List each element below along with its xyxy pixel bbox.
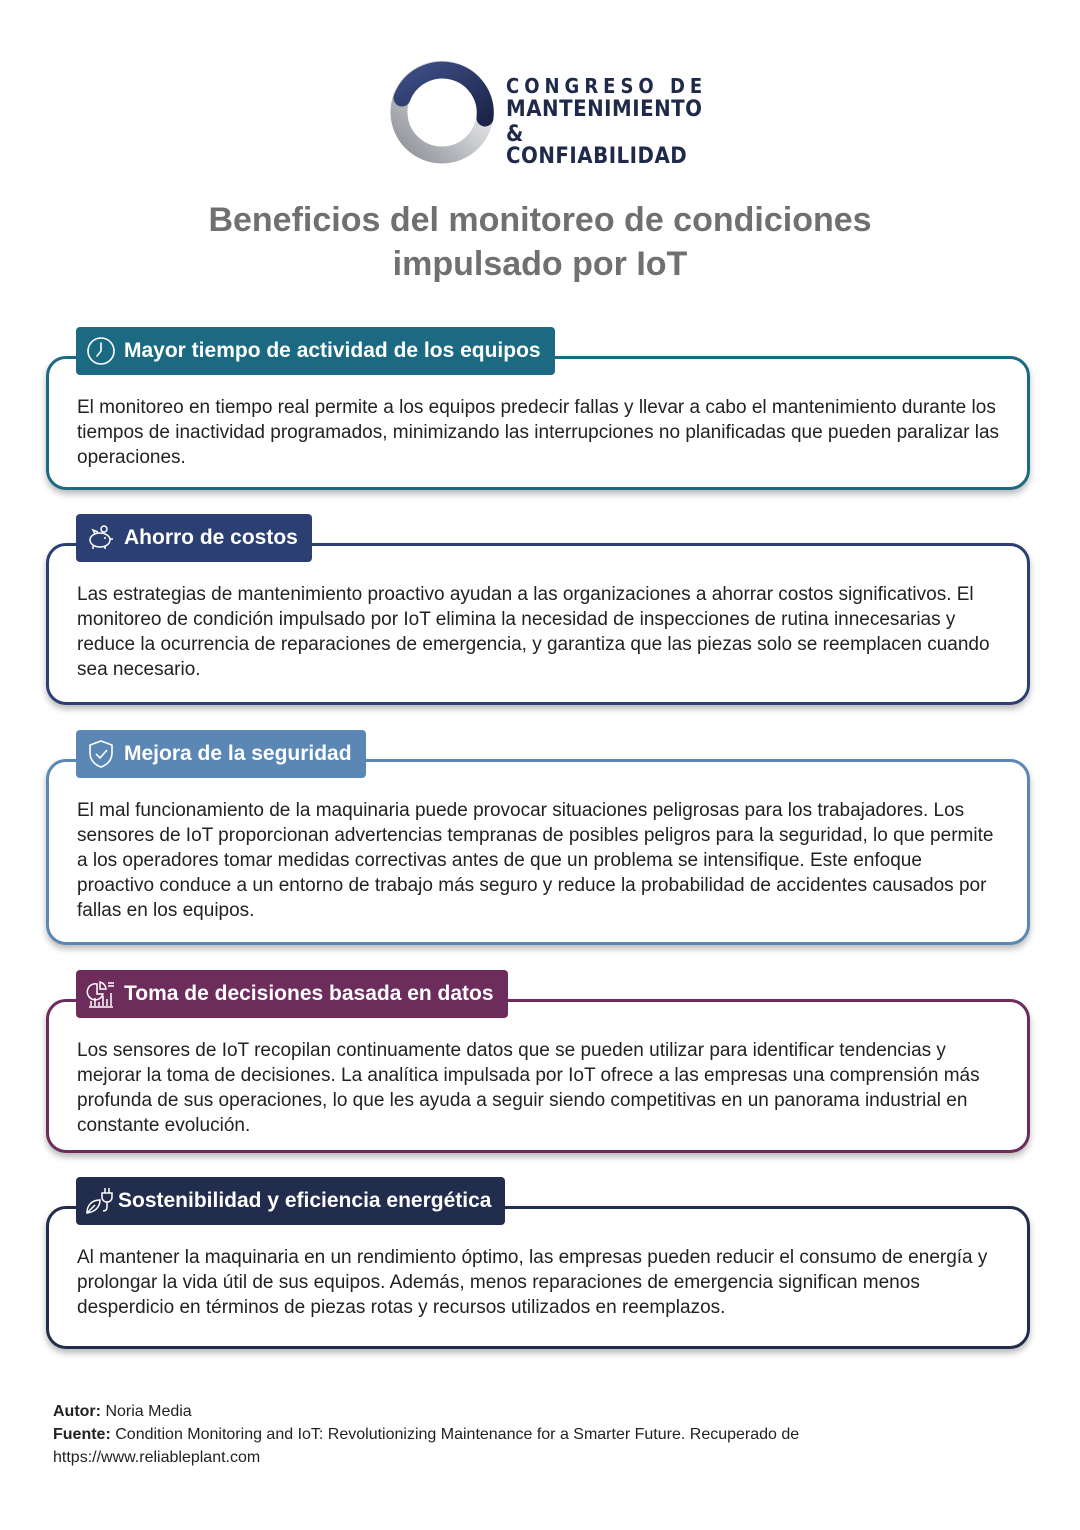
logo-line-1: CONGRESO DE (506, 74, 708, 98)
author-label: Autor: (53, 1403, 101, 1420)
section-card-safety (46, 759, 1030, 945)
section-heading-safety (76, 730, 366, 778)
section-heading-label: Ahorro de costos (124, 526, 298, 549)
logo-text (506, 76, 708, 168)
section-body-uptime: El monitoreo en tiempo real permite a los equipos predecir fallas y llevar a cabo el mantenimiento durante los tiempos de inactividad programados, minimizando las interrupciones no planificadas que pueden paralizar las operaciones. (77, 397, 1000, 468)
piggy-bank-icon (84, 521, 118, 555)
logo-line-2: MANTENIMIENTO (506, 97, 703, 122)
section-heading-label: Sostenibilidad y eficiencia energética (118, 1189, 492, 1212)
section-card-uptime (46, 356, 1030, 490)
shield-check-icon (84, 737, 118, 771)
author-value: Noria Media (105, 1403, 192, 1420)
author-line (53, 1400, 953, 1423)
analytics-chart-icon (84, 977, 118, 1011)
section-heading-savings (76, 514, 312, 562)
section-heading-label: Mayor tiempo de actividad de los equipos (124, 339, 541, 362)
leaf-plug-icon (82, 1184, 116, 1218)
source-line (53, 1423, 953, 1469)
section-body-sustainability: Al mantener la maquinaria en un rendimiento óptimo, las empresas pueden reducir el consumo de energía y prolongar la vida útil de sus equipos. Además, menos reparaciones de emergencia significan menos desperdicio en términos de piezas rotas y recursos utilizados en reemplazos. (77, 1247, 988, 1318)
source-value: Condition Monitoring and IoT: Revolutionizing Maintenance for a Smarter Future. Recuperado de https://www.reliableplant.com (53, 1426, 800, 1466)
section-heading-data-decisions (76, 970, 508, 1018)
section-heading-uptime (76, 327, 555, 375)
logo-line-3: & CONFIABILIDAD (506, 122, 688, 169)
page-title-line-2: impulsado por IoT (392, 245, 688, 283)
clock-icon (84, 334, 118, 368)
ring-logo-icon (388, 58, 496, 166)
congress-logo (388, 58, 708, 169)
section-card-sustainability (46, 1206, 1030, 1349)
page-title (0, 198, 1080, 286)
section-card-data-decisions (46, 999, 1030, 1153)
section-heading-label: Mejora de la seguridad (124, 742, 352, 765)
page-title-line-1: Beneficios del monitoreo de condiciones (208, 201, 872, 239)
section-body-safety: El mal funcionamiento de la maquinaria puede provocar situaciones peligrosas para los trabajadores. Los sensores de IoT proporcionan advertencias tempranas de posibles peligros para la seguridad, lo que permite a los operadores tomar medidas correctivas antes de que un problema se intensifique. Este enfoque proactivo conduce a un entorno de trabajo más seguro y reduce la probabilidad de accidentes causados por fallas en los equipos. (77, 800, 994, 921)
section-heading-label: Toma de decisiones basada en datos (124, 982, 494, 1005)
source-label: Fuente: (53, 1426, 111, 1443)
section-card-savings (46, 543, 1030, 705)
section-body-savings: Las estrategias de mantenimiento proactivo ayudan a las organizaciones a ahorrar costos significativos. El monitoreo de condición impulsado por IoT elimina la necesidad de inspecciones de rutina innecesarias y reduce la ocurrencia de reparaciones de emergencia, y garantiza que las piezas solo se reemplacen cuando sea necesario. (77, 584, 990, 680)
section-heading-sustainability (76, 1177, 505, 1225)
section-body-data-decisions: Los sensores de IoT recopilan continuamente datos que se pueden utilizar para identificar tendencias y mejorar la toma de decisiones. La analítica impulsada por IoT ofrece a las empresas una comprensión más profunda de sus operaciones, lo que les ayuda a seguir siendo competitivas en un panorama industrial en constante evolución. (77, 1040, 980, 1136)
footer-credits (53, 1400, 953, 1469)
